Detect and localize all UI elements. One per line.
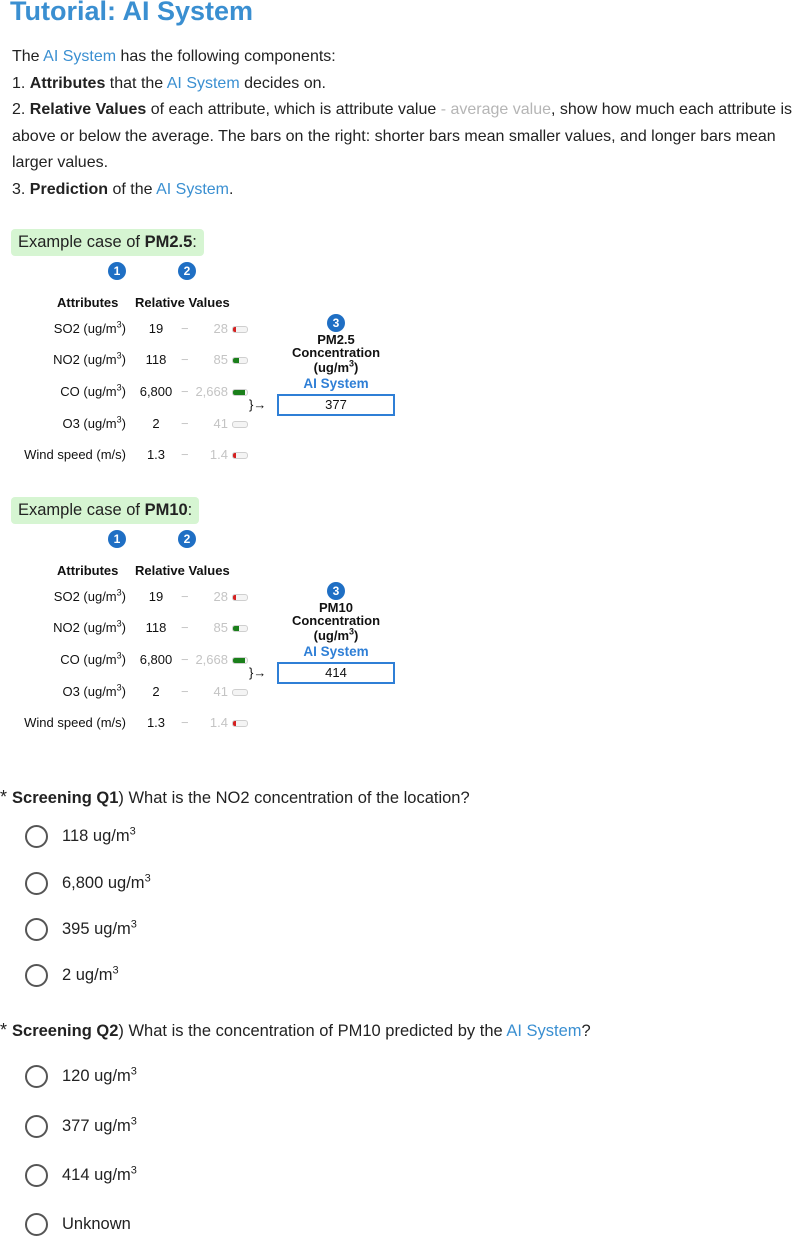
average-value: 41	[213, 416, 228, 431]
attribute-row	[0, 652, 260, 672]
relative-value-bar	[232, 421, 248, 428]
radio-button[interactable]	[25, 918, 48, 941]
average-value: 1.4	[209, 715, 228, 730]
minus-sign: −	[181, 652, 189, 667]
relative-value-bar-fill	[233, 626, 239, 631]
prediction-title-line2: Concentration	[291, 345, 381, 360]
relative-value-bar	[232, 720, 248, 727]
attribute-value: 1.3	[146, 715, 166, 730]
attribute-row	[0, 447, 260, 467]
relative-value-bar-fill	[233, 595, 236, 600]
attribute-value: 118	[145, 352, 167, 367]
badge-attributes: 1	[108, 262, 126, 280]
brace-arrow: }→	[249, 397, 267, 412]
relative-value-bar	[232, 389, 248, 396]
minus-sign: −	[181, 715, 189, 730]
relative-value-bar-fill	[233, 327, 236, 332]
attribute-name: O3 $(ug/m^3)$	[62, 414, 126, 431]
attribute-name: CO $(ug/m^3)$	[60, 650, 126, 667]
header-relative-values: Relative Values	[135, 295, 230, 310]
attribute-name: O3 $(ug/m^3)$	[62, 682, 126, 699]
average-value: 28	[213, 321, 228, 336]
header-attributes: Attributes	[57, 563, 119, 578]
minus-sign: −	[181, 447, 189, 462]
option-label: 120 $ug/m^3$	[62, 1065, 137, 1085]
question-text	[0, 1020, 591, 1041]
radio-button[interactable]	[25, 964, 48, 987]
attribute-value: 2	[152, 416, 160, 431]
relative-value-bar	[232, 657, 248, 664]
relative-value-bar-fill	[233, 358, 239, 363]
attribute-name: NO2 $(ug/m^3)$	[53, 350, 126, 367]
badge-relative-values: 2	[178, 262, 196, 280]
prediction-title-units: $(ug/m^3)$	[313, 626, 359, 643]
average-value: 2,668	[195, 652, 228, 667]
minus-sign: −	[181, 352, 189, 367]
relative-value-bar	[232, 357, 248, 364]
radio-button[interactable]	[25, 1115, 48, 1138]
relative-value-bar	[232, 452, 248, 459]
example-pm10	[0, 497, 420, 747]
intro-item-3: 3. Prediction of the AI System.	[12, 180, 234, 198]
attribute-value: 6,800	[139, 652, 173, 667]
attribute-name: Wind speed (m/s)	[24, 715, 126, 730]
minus-sign: −	[181, 416, 189, 431]
example-label-target: PM2.5	[144, 233, 193, 251]
intro-text	[12, 44, 797, 203]
option-label: 414 $ug/m^3$	[62, 1164, 137, 1184]
intro-line-1: The AI System has the following components:	[12, 48, 336, 65]
example-label-target: PM10	[144, 501, 188, 519]
header-attributes: Attributes	[57, 295, 119, 310]
minus-sign: −	[181, 589, 189, 604]
option-label: 118 $ug/m^3$	[62, 825, 136, 845]
minus-sign: −	[181, 684, 189, 699]
average-value: 41	[213, 684, 228, 699]
attribute-value: 1.3	[146, 447, 166, 462]
attribute-row	[0, 620, 260, 640]
minus-sign: −	[181, 384, 189, 399]
ai-system-link: AI System	[506, 1022, 582, 1040]
radio-button[interactable]	[25, 1065, 48, 1088]
prediction-title-line2: Concentration	[291, 613, 381, 628]
example-pm25	[0, 229, 420, 479]
example-label	[11, 229, 204, 256]
question-text	[0, 787, 470, 808]
required-star: *	[0, 1020, 8, 1040]
question-number: Screening Q1	[12, 789, 119, 807]
question-end: ?	[581, 1022, 591, 1040]
attribute-row	[0, 416, 260, 436]
attribute-name: SO2 $(ug/m^3)$	[53, 319, 126, 336]
average-value: 85	[213, 620, 228, 635]
prediction-title-line1: PM10	[319, 600, 353, 615]
average-value: 28	[213, 589, 228, 604]
option-label: 2 $ug/m^3$	[62, 964, 119, 984]
radio-button[interactable]	[25, 825, 48, 848]
attribute-value: 118	[145, 620, 167, 635]
example-label-suffix: :	[187, 501, 193, 519]
option-label: Unknown	[62, 1215, 131, 1233]
attribute-value: 19	[148, 321, 164, 336]
relative-value-bar-fill	[233, 390, 245, 395]
attribute-row	[0, 589, 260, 609]
question-body: ) What is the NO2 concentration of the location?	[118, 789, 470, 807]
example-label	[11, 497, 199, 524]
prediction-value-box: 414	[277, 662, 395, 684]
average-value: 1.4	[209, 447, 228, 462]
relative-value-bar-fill	[233, 453, 236, 458]
attribute-value: 6,800	[139, 384, 173, 399]
attribute-name: CO $(ug/m^3)$	[60, 382, 126, 399]
radio-button[interactable]	[25, 1213, 48, 1236]
attribute-name: SO2 $(ug/m^3)$	[53, 587, 126, 604]
prediction-ai-system-label: AI System	[303, 376, 369, 391]
average-value: 2,668	[195, 384, 228, 399]
relative-value-bar	[232, 326, 248, 333]
attribute-row	[0, 321, 260, 341]
minus-sign: −	[181, 321, 189, 336]
option-label: 6,800 $ug/m^3$	[62, 872, 151, 892]
required-star: *	[0, 787, 8, 807]
ai-system-link: AI System	[43, 48, 117, 65]
relative-value-bar	[232, 625, 248, 632]
prediction-ai-system-label: AI System	[303, 644, 369, 659]
relative-value-bar	[232, 689, 248, 696]
option-label: 377 $ug/m^3$	[62, 1115, 137, 1135]
radio-button[interactable]	[25, 872, 48, 895]
attribute-name: Wind speed (m/s)	[24, 447, 126, 462]
badge-prediction: 3	[327, 582, 345, 600]
prediction-value-box: 377	[277, 394, 395, 416]
badge-prediction: 3	[327, 314, 345, 332]
attribute-row	[0, 684, 260, 704]
badge-attributes: 1	[108, 530, 126, 548]
example-label-suffix: :	[192, 233, 197, 251]
question-number: Screening Q2	[12, 1022, 119, 1040]
header-relative-values: Relative Values	[135, 563, 230, 578]
badge-relative-values: 2	[178, 530, 196, 548]
relative-value-bar-fill	[233, 721, 236, 726]
brace-arrow: }→	[249, 665, 267, 680]
option-label: 395 $ug/m^3$	[62, 918, 137, 938]
attribute-row	[0, 352, 260, 372]
attribute-name: NO2 $(ug/m^3)$	[53, 618, 126, 635]
intro-item-2: 2. Relative Values of each attribute, which is attribute value - average value, show how much each attribute is above or below the average. The bars on the right: shorter bars mean smaller values, and longer bars mean larger values.	[12, 101, 793, 171]
page-title: Tutorial: AI System	[10, 0, 254, 26]
example-label-prefix: Example case of	[18, 501, 145, 519]
question-body: ) What is the concentration of PM10 predicted by the	[118, 1022, 507, 1040]
intro-item-1: 1. Attributes that the AI System decides on.	[12, 74, 326, 92]
attribute-value: 19	[148, 589, 164, 604]
relative-value-bar	[232, 594, 248, 601]
minus-sign: −	[181, 620, 189, 635]
radio-button[interactable]	[25, 1164, 48, 1187]
average-value: 85	[213, 352, 228, 367]
attribute-row	[0, 715, 260, 735]
relative-value-bar-fill	[233, 658, 245, 663]
attribute-value: 2	[152, 684, 160, 699]
attribute-row	[0, 384, 260, 404]
prediction-title-line1: PM2.5	[317, 332, 355, 347]
example-label-prefix: Example case of	[18, 233, 145, 251]
prediction-title-units: $(ug/m^3)$	[313, 358, 359, 375]
